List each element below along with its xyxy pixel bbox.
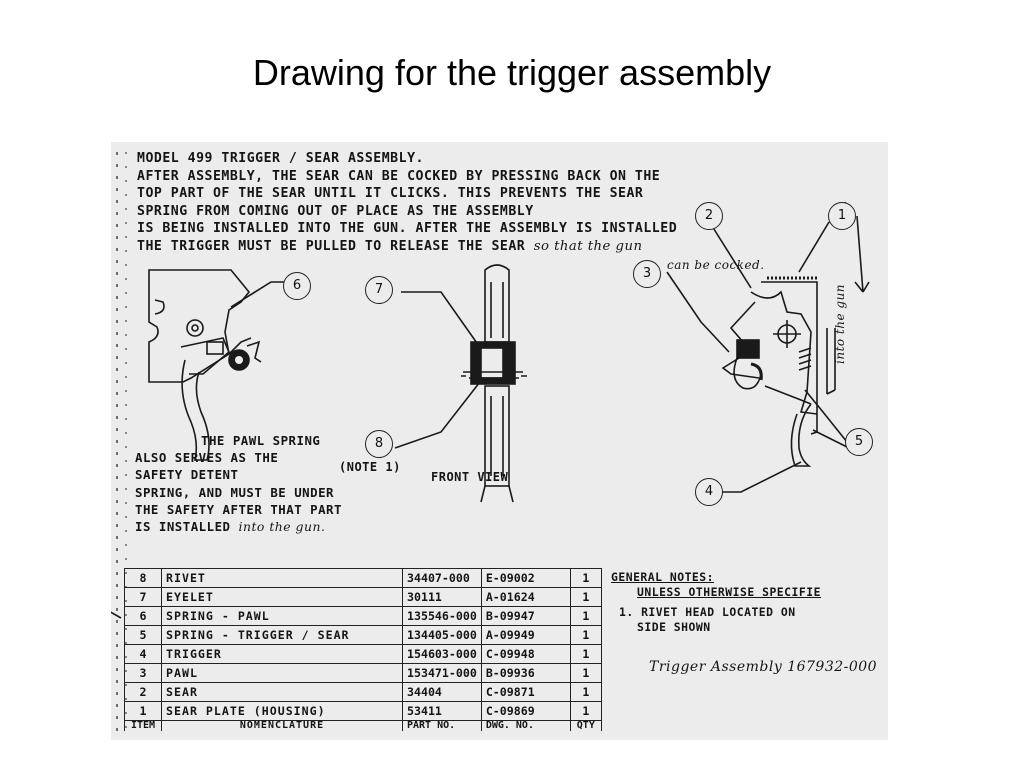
part-name: RIVET [162, 569, 403, 588]
drawing-number: C-09869 [481, 702, 570, 721]
quantity: 1 [570, 702, 601, 721]
item-number: 6 [125, 607, 162, 626]
callout-bubble-2: 2 [695, 202, 723, 230]
pawl-note-line: ALSO SERVES AS THE [135, 450, 279, 466]
assembly-note-line: SPRING FROM COMING OUT OF PLACE AS THE ASSEMBLY [137, 203, 534, 219]
callout-bubble-8: 8 [365, 430, 393, 458]
table-row [125, 702, 602, 721]
callout-bubble-4: 4 [695, 478, 723, 506]
part-number: 30111 [403, 588, 482, 607]
assembly-note-line: IS BEING INSTALLED INTO THE GUN. AFTER THE ASSEMBLY IS INSTALLED [137, 221, 678, 237]
table-row [125, 645, 602, 664]
general-notes-title: GENERAL NOTES: [611, 570, 715, 584]
technical-drawing [111, 142, 888, 740]
quantity: 1 [570, 664, 601, 683]
callout-bubble-1: 1 [828, 202, 856, 230]
item-number: 1 [125, 702, 162, 721]
part-name: EYELET [162, 588, 403, 607]
quantity: 1 [570, 626, 601, 645]
table-row [125, 664, 602, 683]
drawing-number: A-09949 [481, 626, 570, 645]
note-ref: (NOTE 1) [339, 460, 401, 474]
pawl-spring-note [135, 432, 342, 535]
drawing-number: B-09936 [481, 664, 570, 683]
item-number: 3 [125, 664, 162, 683]
pawl-note-line-text: IS INSTALLED [135, 519, 231, 535]
into-gun-label: into the gun [833, 283, 847, 364]
table-row [125, 607, 602, 626]
part-name: SPRING - PAWL [162, 607, 403, 626]
part-name: PAWL [162, 664, 403, 683]
part-number: 134405-000 [403, 626, 482, 645]
assembly-note-line: TOP PART OF THE SEAR UNTIL IT CLICKS. THIS PREVENTS THE SEAR [137, 186, 644, 202]
front-view-label: FRONT VIEW [431, 470, 509, 484]
assembly-note-line-text: THE TRIGGER MUST BE PULLED TO RELEASE THE SEAR [137, 238, 526, 254]
pawl-note-line: SAFETY DETENT [135, 467, 239, 483]
quantity: 1 [570, 588, 601, 607]
drawing-number: E-09002 [481, 569, 570, 588]
table-row [125, 683, 602, 702]
column-header-qty: QTY [570, 721, 601, 732]
callout-bubble-5: 5 [845, 428, 873, 456]
part-number: 34404 [403, 683, 482, 702]
column-header-dwg-no: DWG. NO. [481, 721, 570, 732]
table-row [125, 588, 602, 607]
column-header-item: ITEM [125, 721, 162, 732]
handwritten-note: so that the gun [533, 238, 643, 254]
part-number: 135546-000 [403, 607, 482, 626]
assembly-note [137, 150, 677, 256]
pawl-handwritten-note: into the gun. [238, 519, 326, 535]
table-row [125, 626, 602, 645]
column-header-part-no: PART NO. [403, 721, 482, 732]
pawl-note-line: THE SAFETY AFTER THAT PART [135, 501, 342, 517]
drawing-number: C-09948 [481, 645, 570, 664]
item-number: 7 [125, 588, 162, 607]
quantity: 1 [570, 683, 601, 702]
handwritten-note-cocked: can be cocked. [667, 258, 765, 272]
pawl-note-line: SPRING, AND MUST BE UNDER [135, 484, 334, 500]
quantity: 1 [570, 645, 601, 664]
callout-bubble-6: 6 [283, 272, 311, 300]
part-name: SPRING - TRIGGER / SEAR [162, 626, 403, 645]
item-number: 4 [125, 645, 162, 664]
assembly-note-line [137, 238, 677, 256]
assembly-signature: Trigger Assembly 167932-000 [649, 659, 878, 675]
table-row [125, 569, 602, 588]
part-number: 154603-000 [403, 645, 482, 664]
callout-bubble-7: 7 [365, 276, 393, 304]
parts-list-table [124, 568, 602, 731]
drawing-number: C-09871 [481, 683, 570, 702]
item-number: 8 [125, 569, 162, 588]
general-notes [611, 570, 821, 634]
slide-title: Drawing for the trigger assembly [252, 52, 772, 93]
item-number: 2 [125, 683, 162, 702]
assembly-note-line: AFTER ASSEMBLY, THE SEAR CAN BE COCKED BY PRESSING BACK ON THE [137, 168, 661, 184]
part-name: SEAR PLATE (HOUSING) [162, 702, 403, 721]
part-name: SEAR [162, 683, 403, 702]
table-header-row [125, 721, 602, 732]
drawing-number: B-09947 [481, 607, 570, 626]
part-number: 34407-000 [403, 569, 482, 588]
general-note-1: 1. RIVET HEAD LOCATED ON [619, 605, 796, 619]
assembly-note-line: MODEL 499 TRIGGER / SEAR ASSEMBLY. [137, 151, 424, 166]
part-number: 153471-000 [403, 664, 482, 683]
front-view-drawing [395, 265, 527, 502]
callout-bubble-3: 3 [633, 260, 661, 288]
quantity: 1 [570, 607, 601, 626]
item-number: 5 [125, 626, 162, 645]
pawl-note-line: THE PAWL SPRING [201, 433, 321, 448]
pawl-note-line [135, 518, 342, 535]
part-number: 53411 [403, 702, 482, 721]
column-header-nomenclature: NOMENCLATURE [162, 721, 403, 732]
general-note-1-cont: SIDE SHOWN [637, 619, 711, 634]
drawing-number: A-01624 [481, 588, 570, 607]
part-name: TRIGGER [162, 645, 403, 664]
quantity: 1 [570, 569, 601, 588]
general-notes-subtitle: UNLESS OTHERWISE SPECIFIE [637, 584, 821, 599]
